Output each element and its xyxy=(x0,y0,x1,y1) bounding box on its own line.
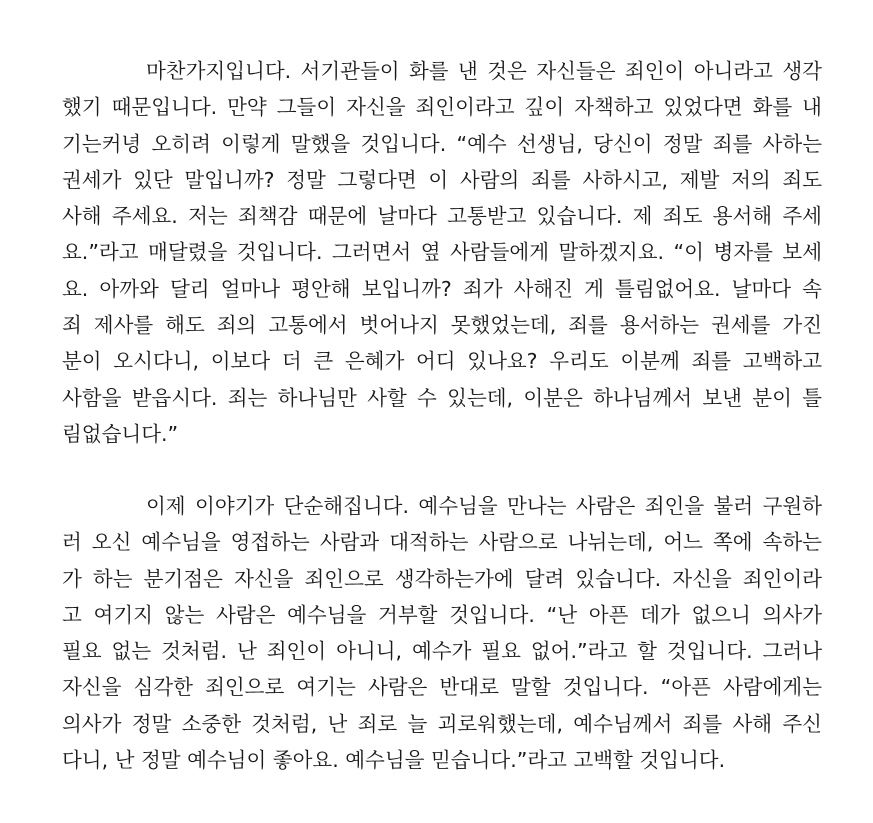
paragraph-1-line-8: 죄 제사를 해도 죄의 고통에서 벗어나지 못했었는데, 죄를 용서하는 권세를 가진 xyxy=(62,313,822,338)
paragraph-1-line-10: 사함을 받읍시다. 죄는 하나님만 사할 수 있는데, 이분은 하나님께서 보낸 분이 틀 xyxy=(62,385,822,410)
paragraph-2-line-8: 다니, 난 정말 예수님이 좋아요. 예수님을 믿습니다.”라고 고백할 것입니다. xyxy=(62,748,726,773)
paragraph-1-line-9: 분이 오시다니, 이보다 더 큰 은혜가 어디 있나요? 우리도 이분께 죄를 고백하고 xyxy=(62,349,822,374)
paragraph-1-line-11: 림없습니다.” xyxy=(62,421,179,446)
paragraph-2-line-3: 가 하는 분기점은 자신을 죄인으로 생각하는가에 달려 있습니다. 자신을 죄인이라 xyxy=(62,566,822,591)
paragraph-2 xyxy=(62,488,822,778)
paragraph-1-line-3: 기는커녕 오히려 이렇게 말했을 것입니다. “예수 선생님, 당신이 정말 죄를 사하는 xyxy=(62,131,822,156)
paragraph-2-line-1: 이제 이야기가 단순해집니다. 예수님을 만나는 사람은 죄인을 불러 구원하 xyxy=(146,494,822,518)
paragraph-2-line-6: 자신을 심각한 죄인으로 여기는 사람은 반대로 말할 것입니다. “아픈 사람에게는 xyxy=(62,675,822,700)
paragraph-1-line-1: 마찬가지입니다. 서기관들이 화를 낸 것은 자신들은 죄인이 아니라고 생각 xyxy=(146,59,822,83)
paragraph-2-line-7: 의사가 정말 소중한 것처럼, 난 죄로 늘 괴로워했는데, 예수님께서 죄를 사해 주신 xyxy=(62,711,822,736)
paragraph-1 xyxy=(62,53,822,452)
paragraph-2-line-2: 러 오신 예수님을 영접하는 사람과 대적하는 사람으로 나뉘는데, 어느 쪽에 속하는 xyxy=(62,530,822,555)
paragraph-2-line-4: 고 여기지 않는 사람은 예수님을 거부할 것입니다. “난 아픈 데가 없으니 의사가 xyxy=(62,602,822,627)
paragraph-1-line-6: 요.”라고 매달렸을 것입니다. 그러면서 옆 사람들에게 말하겠지요. “이 병자를 보세 xyxy=(62,240,822,265)
paragraph-2-line-5: 필요 없는 것처럼. 난 죄인이 아니니, 예수가 필요 없어.”라고 할 것입니다. 그러나 xyxy=(62,639,822,664)
paragraph-1-line-4: 권세가 있단 말입니까? 정말 그렇다면 이 사람의 죄를 사하시고, 제발 저의 죄도 xyxy=(62,167,822,192)
paragraph-1-line-2: 했기 때문입니다. 만약 그들이 자신을 죄인이라고 깊이 자책하고 있었다면 화를 내 xyxy=(62,95,822,120)
paragraph-1-line-7: 요. 아까와 달리 얼마나 평안해 보입니까? 죄가 사해진 게 틀림없어요. 날마다 속 xyxy=(62,276,822,301)
paragraph-1-line-5: 사해 주세요. 저는 죄책감 때문에 날마다 고통받고 있습니다. 제 죄도 용서해 주세 xyxy=(62,204,822,229)
